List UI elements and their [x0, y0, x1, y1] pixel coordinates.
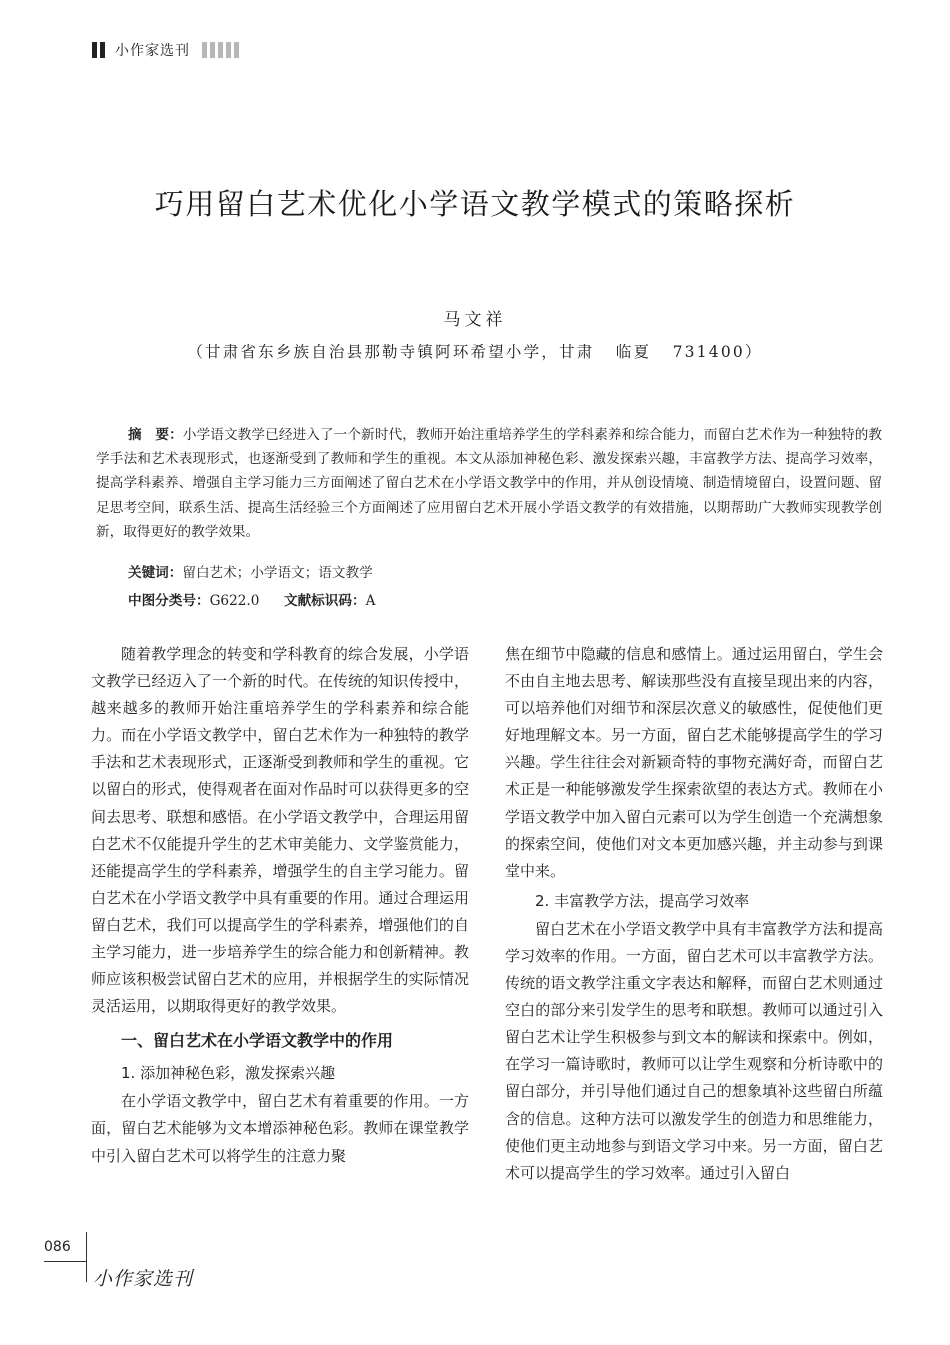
keywords-label: 关键词： — [128, 565, 183, 581]
footer-rule — [44, 1261, 86, 1262]
header-bar-mark — [100, 42, 105, 58]
footer-logo: 小作家选刊 — [93, 1268, 194, 1290]
keywords-text: 留白艺术；小学语文；语文教学 — [182, 565, 373, 581]
doc-code-value: A — [365, 593, 376, 609]
doc-code-label: 文献标识码： — [284, 593, 366, 609]
running-header — [92, 38, 242, 62]
subsection-heading: 2. 丰富教学方法，提高学习效率 — [535, 891, 750, 910]
body-column-right — [505, 641, 883, 1187]
author-name: 马文祥 — [443, 310, 507, 330]
journal-name: 小作家选刊 — [115, 43, 190, 59]
abstract-text: 小学语文教学已经进入了一个新时代，教师开始注重培养学生的学科素养和综合能力，而留白艺术作为一种独特的教学手法和艺术表现形式，也逐渐受到了教师和学生的重视。本文从添加神秘色彩、激发探索兴趣，丰富教学方法、提高学习效率，提高学科素养、增强自主学习能力三方面阐述了留白艺术在小学语文教学中的作用，并从创设情境、制造情境留白，设置问题、留足思考空间，联系生活、提高生活经验三个方面阐述了应用留白艺术开展小学语文教学的有效措施，以期帮助广大教师实现教学创新，取得更好的教学效果。 — [96, 427, 883, 540]
paragraph: 留白艺术在小学语文教学中具有丰富教学方法和提高学习效率的作用。一方面，留白艺术可以丰富教学方法。传统的语文教学注重文字表达和解释，而留白艺术则通过空白的部分来引发学生的思考和联想。教师可以通过引入留白艺术让学生积极参与到文本的解读和探索中。例如，在学习一篇诗歌时，教师可以让学生观察和分析诗歌中的留白部分，并引导他们通过自己的想象填补这些留白所蕴含的信息。这种方法可以激发学生的创造力和思维能力，使他们更主动地参与到语文学习中来。另一方面，留白艺术可以提高学生的学习效率。通过引入留白 — [505, 919, 883, 1182]
clc-label: 中图分类号： — [128, 593, 210, 609]
body-column-left — [91, 641, 469, 1170]
footer-divider — [86, 1232, 87, 1282]
keywords — [128, 561, 373, 581]
classification — [128, 589, 375, 609]
article-title: 巧用留白艺术优化小学语文教学模式的策略探析 — [154, 187, 796, 221]
header-bar-mark — [210, 42, 215, 58]
author-affiliation: （甘肃省东乡族自治县那勒寺镇阿环希望小学，甘肃 临夏 731400） — [187, 343, 763, 361]
paragraph: 焦在细节中隐藏的信息和感情上。通过运用留白，学生会不由自主地去思考、解读那些没有直接呈现出来的内容，可以培养他们对细节和深层次意义的敏感性，促使他们更好地理解文本。另一方面，留白艺术能够提高学生的学习兴趣。学生往往会对新颖奇特的事物充满好奇，而留白艺术正是一种能够激发学生探索欲望的表达方式。教师在小学语文教学中加入留白元素可以为学生创造一个充满想象的探索空间，使他们对文本更加感兴趣，并主动参与到课堂中来。 — [505, 645, 883, 880]
section-heading: 一、留白艺术在小学语文教学中的作用 — [121, 1031, 394, 1051]
header-bar-mark — [226, 42, 231, 58]
page-number: 086 — [44, 1239, 71, 1255]
abstract-label: 摘 要： — [128, 427, 183, 443]
paragraph: 在小学语文教学中，留白艺术有着重要的作用。一方面，留白艺术能够为文本增添神秘色彩。教师在课堂教学中引入留白艺术可以将学生的注意力聚 — [91, 1092, 469, 1165]
header-bar-mark — [218, 42, 223, 58]
header-bar-mark — [234, 42, 239, 58]
header-bar-mark — [92, 42, 97, 58]
clc-value: G622.0 — [209, 593, 260, 609]
abstract — [96, 423, 882, 544]
subsection-heading: 1. 添加神秘色彩，激发探索兴趣 — [121, 1064, 336, 1083]
paragraph: 随着教学理念的转变和学科教育的综合发展，小学语文教学已经迈入了一个新的时代。在传统的知识传授中，越来越多的教师开始注重培养学生的学科素养和综合能力。而在小学语文教学中，留白艺术作为一种独特的教学手法和艺术表现形式，正逐渐受到教师和学生的重视。它以留白的形式，使得观者在面对作品时可以获得更多的空间去思考、联想和感悟。在小学语文教学中，合理运用留白艺术不仅能提升学生的艺术审美能力、文学鉴赏能力，还能提高学生的学科素养，增强学生的自主学习能力。留白艺术在小学语文教学中具有重要的作用。通过合理运用留白艺术，我们可以提高学生的学科素养，增强他们的自主学习能力，进一步培养学生的综合能力和创新精神。教师应该积极尝试留白艺术的应用，并根据学生的实际情况灵活运用，以期取得更好的教学效果。 — [91, 645, 469, 1016]
header-bar-mark — [202, 42, 207, 58]
